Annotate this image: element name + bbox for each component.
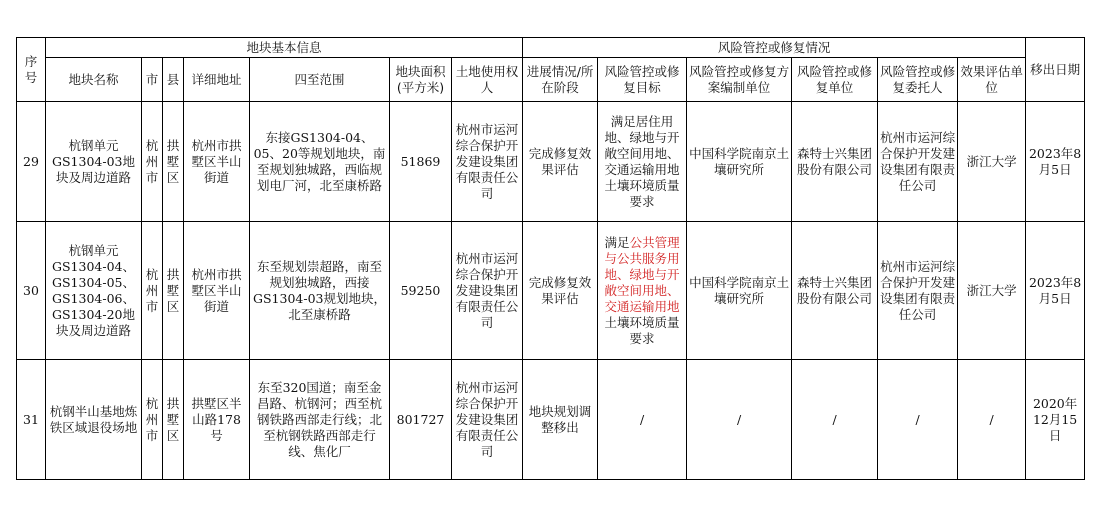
cell-repair-unit: / (792, 360, 878, 480)
cell-date: 2023年8月5日 (1026, 222, 1085, 360)
cell-repair-unit: 森特士兴集团股份有限公司 (792, 102, 878, 222)
cell-seq: 29 (17, 102, 46, 222)
header-seq: 序号 (17, 38, 46, 102)
cell-name: 杭钢单元GS1304-03地块及周边道路 (46, 102, 142, 222)
cell-city: 杭州市 (142, 102, 163, 222)
cell-city: 杭州市 (142, 222, 163, 360)
cell-plan-unit: 中国科学院南京土壤研究所 (687, 222, 792, 360)
header-repair-unit: 风险管控或修复单位 (792, 58, 878, 102)
table-row (17, 360, 1085, 480)
header-plan-unit: 风险管控或修复方案编制单位 (687, 58, 792, 102)
cell-name: 杭钢单元GS1304-04、GS1304-05、GS1304-06、GS1304-20地块及周边道路 (46, 222, 142, 360)
cell-owner: 杭州市运河综合保护开发建设集团有限责任公司 (452, 102, 523, 222)
header-group-basic: 地块基本信息 (46, 38, 523, 58)
cell-boundary: 东至规划崇超路，南至规划独城路，西接GS1304-03规划地块，北至康桥路 (250, 222, 390, 360)
cell-date: 2023年8月5日 (1026, 102, 1085, 222)
header-move-date: 移出日期 (1026, 38, 1085, 102)
target-suffix: 土壤环境质量要求 (604, 314, 680, 346)
table-row (17, 222, 1085, 360)
target-prefix: 满足 (604, 234, 630, 250)
cell-county: 拱墅区 (163, 222, 184, 360)
cell-client: 杭州市运河综合保护开发建设集团有限责任公司 (878, 222, 958, 360)
header-progress: 进展情况/所在阶段 (523, 58, 598, 102)
cell-eval-unit: 浙江大学 (958, 102, 1026, 222)
header-address: 详细地址 (184, 58, 250, 102)
header-name: 地块名称 (46, 58, 142, 102)
cell-county: 拱墅区 (163, 360, 184, 480)
cell-repair-unit: 森特士兴集团股份有限公司 (792, 222, 878, 360)
cell-eval-unit: / (958, 360, 1026, 480)
cell-client: 杭州市运河综合保护开发建设集团有限责任公司 (878, 102, 958, 222)
cell-owner: 杭州市运河综合保护开发建设集团有限责任公司 (452, 360, 523, 480)
cell-target (598, 222, 687, 360)
cell-target: / (598, 360, 687, 480)
cell-seq: 30 (17, 222, 46, 360)
cell-area: 801727 (390, 360, 452, 480)
cell-owner: 杭州市运河综合保护开发建设集团有限责任公司 (452, 222, 523, 360)
cell-date: 2020年12月15日 (1026, 360, 1085, 480)
cell-client: / (878, 360, 958, 480)
cell-eval-unit: 浙江大学 (958, 222, 1026, 360)
cell-county: 拱墅区 (163, 102, 184, 222)
header-boundary: 四至范围 (250, 58, 390, 102)
cell-plan-unit: 中国科学院南京土壤研究所 (687, 102, 792, 222)
header-city: 市 (142, 58, 163, 102)
table-row (17, 102, 1085, 222)
cell-boundary: 东接GS1304-04、05、20等规划地块，南至规划独城路，西临规划电厂河，北至康桥路 (250, 102, 390, 222)
header-eval-unit: 效果评估单位 (958, 58, 1026, 102)
header-group-risk: 风险管控或修复情况 (523, 38, 1026, 58)
header-target: 风险管控或修复目标 (598, 58, 687, 102)
header-area: 地块面积(平方米) (390, 58, 452, 102)
site-table (16, 37, 1085, 480)
header-client: 风险管控或修复委托人 (878, 58, 958, 102)
cell-progress: 完成修复效果评估 (523, 102, 598, 222)
cell-progress: 地块规划调整移出 (523, 360, 598, 480)
cell-boundary: 东至320国道；南至金昌路、杭钢河；西至杭钢铁路西部走行线；北至杭钢铁路西部走行线、焦化厂 (250, 360, 390, 480)
cell-seq: 31 (17, 360, 46, 480)
cell-address: 杭州市拱墅区半山街道 (184, 222, 250, 360)
cell-address: 杭州市拱墅区半山街道 (184, 102, 250, 222)
cell-target: 满足居住用地、绿地与开敞空间用地、交通运输用地土壤环境质量要求 (598, 102, 687, 222)
cell-area: 59250 (390, 222, 452, 360)
cell-name: 杭钢半山基地炼铁区域退役场地 (46, 360, 142, 480)
cell-progress: 完成修复效果评估 (523, 222, 598, 360)
header-county: 县 (163, 58, 184, 102)
cell-plan-unit: / (687, 360, 792, 480)
cell-area: 51869 (390, 102, 452, 222)
cell-address: 拱墅区半山路178号 (184, 360, 250, 480)
target-highlight: 公共管理与公共服务用地、绿地与开敞空间用地、交通运输用地 (604, 234, 680, 314)
header-owner: 土地使用权人 (452, 58, 523, 102)
cell-city: 杭州市 (142, 360, 163, 480)
